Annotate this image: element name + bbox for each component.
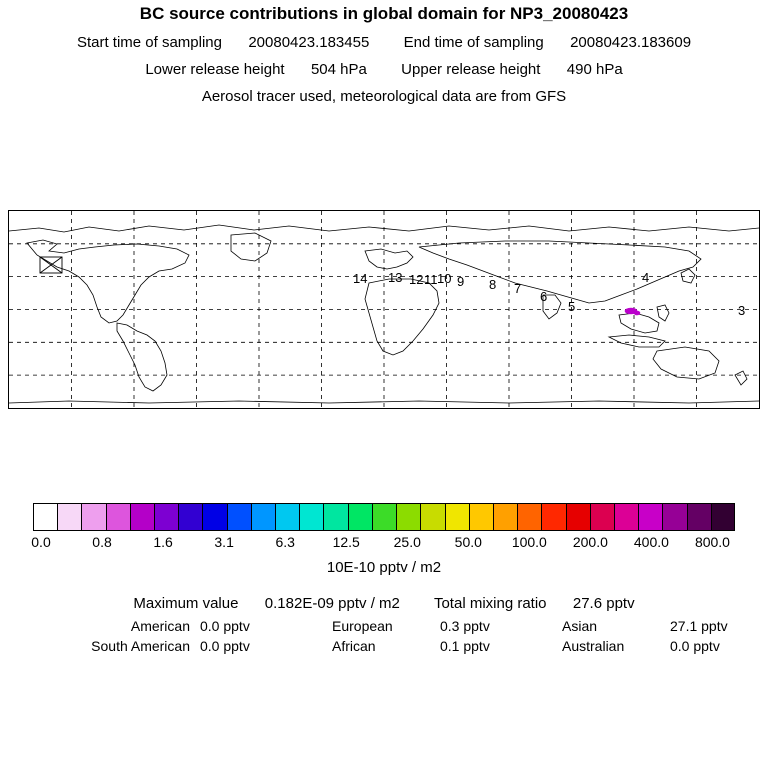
colorbar-swatch bbox=[154, 503, 178, 531]
region-label-european: European bbox=[332, 618, 393, 634]
colorbar-swatch bbox=[57, 503, 81, 531]
colorbar-swatch bbox=[541, 503, 565, 531]
map-svg bbox=[9, 211, 759, 408]
colorbar-swatch bbox=[106, 503, 130, 531]
page-title: BC source contributions in global domain for NP3_20080423 bbox=[139, 4, 629, 23]
lower-release-height-label: Lower release height bbox=[145, 61, 285, 78]
colorbar-swatch bbox=[202, 503, 226, 531]
region-value-american: 0.0 pptv bbox=[200, 618, 250, 634]
colorbar-swatch bbox=[299, 503, 323, 531]
colorbar-swatch bbox=[517, 503, 541, 531]
map-label-13: 13 bbox=[388, 270, 403, 285]
statistics-block bbox=[0, 595, 768, 656]
region-value-south-american: 0.0 pptv bbox=[200, 638, 250, 654]
region-label-south-american: South American bbox=[91, 638, 190, 654]
colorbar-swatch bbox=[178, 503, 202, 531]
region-label-african: African bbox=[332, 638, 376, 654]
region-label-asian: Asian bbox=[562, 618, 598, 634]
region-contributions-table bbox=[0, 616, 768, 656]
start-time-label: Start time of sampling bbox=[76, 34, 222, 51]
colorbar-swatch bbox=[33, 503, 57, 531]
colorbar-tick: 25.0 bbox=[393, 534, 421, 550]
map-gridlines bbox=[9, 211, 759, 408]
region-label-american: American bbox=[130, 618, 190, 634]
colorbar-swatch bbox=[81, 503, 105, 531]
colorbar-swatch bbox=[566, 503, 590, 531]
upper-release-height-value: 490 hPa bbox=[566, 61, 623, 78]
colorbar-unit-label: 10E-10 pptv / m2 bbox=[326, 559, 442, 576]
colorbar-tick: 0.0 bbox=[31, 534, 51, 550]
region-label-australian: Australian bbox=[562, 638, 625, 654]
colorbar-swatch bbox=[130, 503, 154, 531]
max-value: 0.182E-09 pptv / m2 bbox=[264, 595, 400, 612]
colorbar-swatch bbox=[227, 503, 251, 531]
map-label-8: 8 bbox=[489, 277, 497, 292]
total-mixing-ratio-value: 27.6 pptv bbox=[572, 595, 635, 612]
colorbar-swatch bbox=[662, 503, 686, 531]
colorbar-swatch bbox=[469, 503, 493, 531]
sampling-time-line bbox=[0, 34, 768, 51]
colorbar-tick: 3.1 bbox=[214, 534, 234, 550]
colorbar-swatch bbox=[445, 503, 469, 531]
region-value-european: 0.3 pptv bbox=[440, 618, 490, 634]
map-label-11: 11 bbox=[424, 272, 438, 287]
end-time-label: End time of sampling bbox=[403, 34, 544, 51]
summary-row bbox=[0, 595, 768, 612]
colorbar-tick: 800.0 bbox=[694, 534, 730, 550]
region-value-australian: 0.0 pptv bbox=[670, 638, 720, 654]
upper-release-height-label: Upper release height bbox=[401, 61, 541, 78]
colorbar-swatch bbox=[493, 503, 517, 531]
colorbar-tick: 12.5 bbox=[332, 534, 360, 550]
map-label-4: 4 bbox=[642, 270, 650, 285]
colorbar-swatch bbox=[275, 503, 299, 531]
colorbar-tick: 100.0 bbox=[511, 534, 547, 550]
tracer-info-line: Aerosol tracer used, meteorological data are from GFS bbox=[201, 88, 567, 105]
colorbar-tick: 1.6 bbox=[153, 534, 173, 550]
map-label-14: 14 bbox=[353, 271, 368, 286]
colorbar-tick: 200.0 bbox=[572, 534, 608, 550]
lower-release-height-value: 504 hPa bbox=[310, 61, 367, 78]
colorbar-swatch bbox=[396, 503, 420, 531]
colorbar-swatch bbox=[590, 503, 614, 531]
colorbar-tick: 50.0 bbox=[454, 534, 482, 550]
colorbar-tick: 6.3 bbox=[275, 534, 295, 550]
total-mixing-ratio-label: Total mixing ratio bbox=[433, 595, 547, 612]
colorbar-swatch bbox=[614, 503, 638, 531]
map-label-6: 6 bbox=[540, 289, 548, 304]
end-time-value: 20080423.183609 bbox=[570, 34, 692, 51]
colorbar bbox=[33, 503, 735, 531]
colorbar-swatch bbox=[372, 503, 396, 531]
start-time-value: 20080423.183455 bbox=[248, 34, 370, 51]
map-label-10: 10 bbox=[437, 271, 452, 286]
region-value-african: 0.1 pptv bbox=[440, 638, 490, 654]
release-site-marker bbox=[40, 257, 62, 273]
map-label-7: 7 bbox=[514, 281, 522, 296]
map-label-3: 3 bbox=[738, 303, 746, 318]
colorbar-swatch bbox=[638, 503, 662, 531]
colorbar-tick: 400.0 bbox=[633, 534, 669, 550]
map-label-5: 5 bbox=[568, 299, 576, 314]
colorbar-swatch bbox=[711, 503, 735, 531]
map-label-12: 12 bbox=[409, 272, 424, 287]
colorbar-tick: 0.8 bbox=[92, 534, 112, 550]
colorbar-swatch bbox=[687, 503, 711, 531]
max-value-label: Maximum value bbox=[133, 595, 239, 612]
map-label-9: 9 bbox=[457, 274, 465, 289]
region-value-asian: 27.1 pptv bbox=[670, 618, 728, 634]
colorbar-swatch bbox=[251, 503, 275, 531]
release-height-line bbox=[0, 61, 768, 78]
colorbar-swatch bbox=[323, 503, 347, 531]
colorbar-swatch bbox=[348, 503, 372, 531]
world-map-plot bbox=[8, 210, 760, 409]
colorbar-swatch bbox=[420, 503, 444, 531]
